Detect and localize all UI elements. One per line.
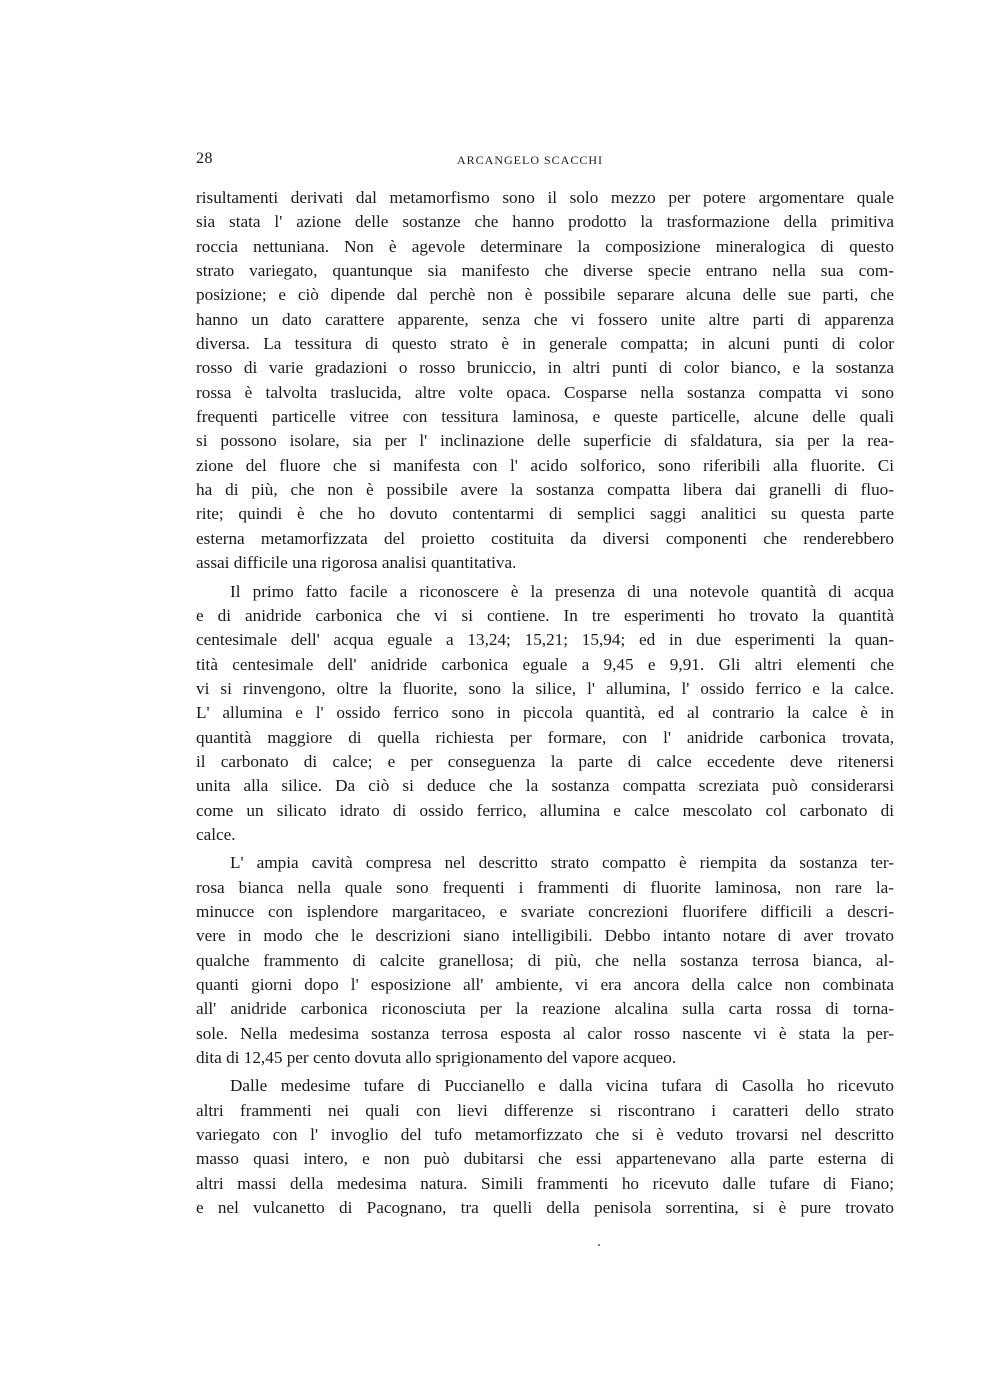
- text-line: risultamenti derivati dal metamorfismo sono il solo mezzo per potere argomentare quale: [196, 188, 894, 207]
- text-line: posizione; e ciò dipende dal perchè non è possibile separare alcuna delle sue parti, che: [196, 285, 894, 305]
- text-line: assai difficile una rigorosa analisi quantitativa.: [196, 553, 517, 573]
- text-line: si possono isolare, sia per l' inclinazione delle superficie di sfaldatura, sia per la rea-: [196, 431, 894, 451]
- text-line: quanti giorni dopo l' esposizione all' ambiente, vi era ancora della calce non combinata: [196, 975, 894, 994]
- text-line: sia stata l' azione delle sostanze che hanno prodotto la trasformazione della primitiva: [196, 212, 894, 232]
- text-line: masso quasi intero, e non può dubitarsi che essi appartenevano alla parte esterna di: [196, 1149, 894, 1169]
- text-line: L' allumina e l' ossido ferrico sono in piccola quantità, ed al contrario la calce è in: [196, 703, 894, 723]
- text-line: rite; quindi è che ho dovuto contentarmi di semplici saggi analitici su questa parte: [196, 504, 894, 524]
- text-line: hanno un dato carattere apparente, senza che vi fossero unite altre parti di apparenza: [196, 309, 894, 329]
- text-line: il carbonato di calce; e per conseguenza la parte di calce eccedente deve ritenersi: [196, 751, 894, 771]
- text-line: variegato con l' invoglio del tufo metamorfizzato che si è veduto trovarsi nel descritto: [196, 1125, 894, 1145]
- body-text: [196, 186, 894, 1220]
- text-line: altri massi della medesima natura. Simili frammenti ho ricevuto dalle tufare di Fiano;: [196, 1173, 894, 1193]
- text-line: e nel vulcanetto di Pacognano, tra quelli della penisola sorrentina, si è pure trovato: [196, 1198, 894, 1218]
- text-line: L' ampia cavità compresa nel descritto strato compatto è riempita da sostanza ter-: [230, 853, 894, 873]
- text-line: sole. Nella medesima sostanza terrosa esposta al calor rosso nascente vi è stata la per-: [196, 1023, 894, 1043]
- text-line: come un silicato idrato di ossido ferrico, allumina e calce mescolato col carbonato di: [196, 800, 894, 820]
- paragraph: [196, 580, 894, 848]
- text-line: rosso di varie gradazioni o rosso bruniccio, in altri punti di color bianco, e la sostanza: [196, 358, 894, 378]
- text-line: strato variegato, quantunque sia manifesto che diverse specie entrano nella sua com-: [196, 261, 894, 281]
- text-line: Il primo fatto facile a riconoscere è la presenza di una notevole quantità di acqua: [230, 581, 894, 601]
- paragraph: [196, 1074, 894, 1220]
- text-line: calce.: [196, 824, 236, 844]
- text-line: vere in modo che le descrizioni siano intelligibili. Debbo intanto notare di aver trovato: [196, 926, 894, 946]
- text-line: zione del fluore che si manifesta con l' acido solforico, sono riferibili alla fluorite. Ci: [196, 455, 894, 475]
- text-line: ha di più, che non è possibile avere la sostanza compatta libera dai granelli di fluo-: [196, 480, 894, 500]
- text-line: altri frammenti nei quali con lievi differenze si riscontrano i caratteri dello strato: [196, 1100, 894, 1120]
- page-number: 28: [196, 150, 213, 167]
- text-line: qualche frammento di calcite granellosa; di più, che nella sostanza terrosa bianca, al-: [196, 950, 894, 970]
- print-speck: [598, 1244, 600, 1246]
- paragraph: [196, 851, 894, 1070]
- text-line: all' anidride carbonica riconosciuta per la reazione alcalina sulla carta rossa di torna-: [196, 999, 894, 1019]
- text-line: unita alla silice. Da ciò si deduce che la sostanza compatta screziata può considerarsi: [196, 776, 894, 796]
- text-line: frequenti particelle vitree con tessitura laminosa, e queste particelle, alcune delle quali: [196, 407, 894, 427]
- text-line: tità centesimale dell' anidride carbonica eguale a 9,45 e 9,91. Gli altri elementi che: [196, 654, 894, 674]
- text-line: rossa è talvolta traslucida, altre volte opaca. Cosparse nella sostanza compatta vi sono: [196, 382, 894, 402]
- text-line: quantità maggiore di quella richiesta per formare, con l' anidride carbonica trovata,: [196, 727, 894, 747]
- text-line: esterna metamorfizzata del proietto costituita da diversi componenti che renderebbero: [196, 528, 894, 548]
- text-line: rosa bianca nella quale sono frequenti i frammenti di fluorite laminosa, non rare la-: [196, 877, 894, 897]
- text-line: dita di 12,45 per cento dovuta allo sprigionamento del vapore acqueo.: [196, 1048, 677, 1068]
- text-line: vi si rinvengono, oltre la fluorite, sono la silice, l' allumina, l' ossido ferrico e la calce.: [196, 678, 894, 698]
- text-line: minucce con isplendore margaritaceo, e svariate concrezioni fluorifere difficili a descri-: [196, 901, 894, 921]
- text-line: centesimale dell' acqua eguale a 13,24; 15,21; 15,94; ed in due esperimenti la quan-: [196, 630, 894, 650]
- text-line: e di anidride carbonica che vi si contiene. In tre esperimenti ho trovato la quantità: [196, 605, 894, 625]
- running-head: ARCANGELO SCACCHI: [456, 153, 603, 167]
- text-line: roccia nettuniana. Non è agevole determinare la composizione mineralogica di questo: [196, 236, 894, 256]
- paragraph: [196, 186, 894, 576]
- text-line: diversa. La tessitura di questo strato è in generale compatta; in alcuni punti di color: [196, 334, 894, 354]
- text-line: Dalle medesime tufare di Puccianello e dalla vicina tufara di Casolla ho ricevuto: [230, 1076, 894, 1096]
